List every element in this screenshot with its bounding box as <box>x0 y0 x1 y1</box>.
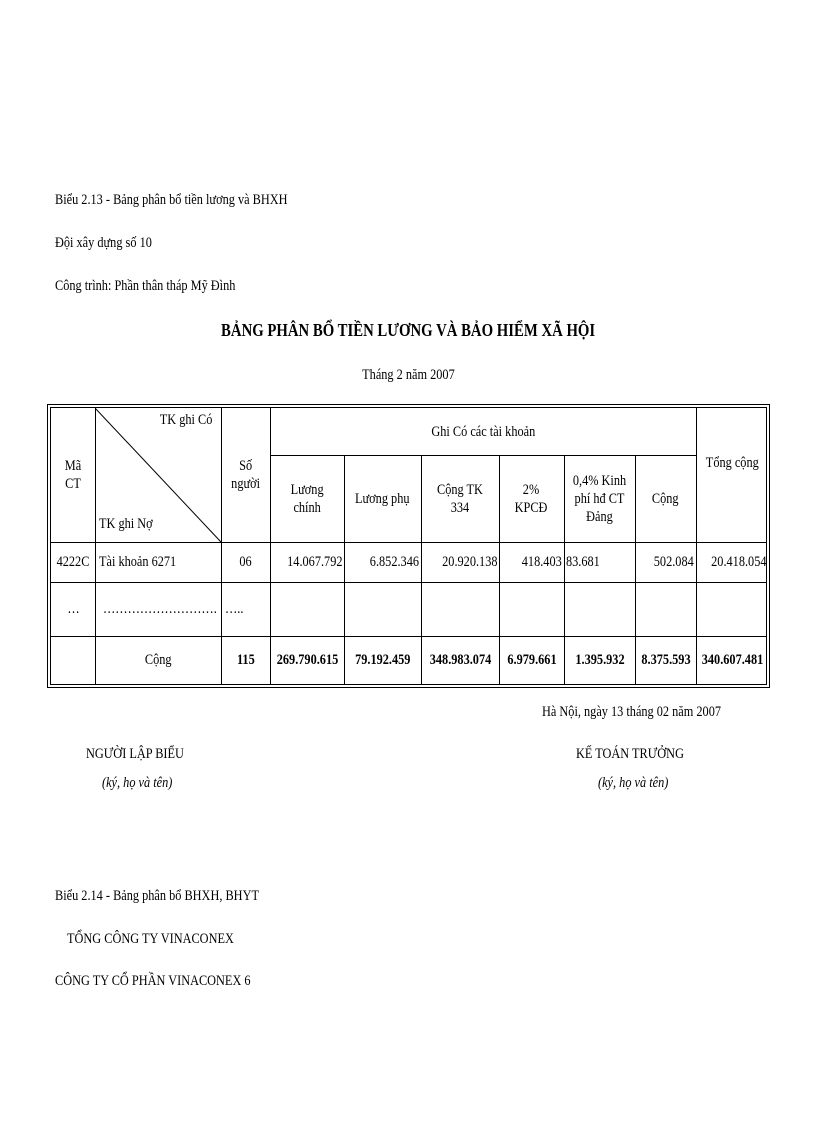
date-line: Hà Nội, ngày 13 tháng 02 năm 2007 <box>542 704 722 720</box>
header-tk-ghi-no: TK ghi Nợ <box>99 516 153 532</box>
header-ma-ct: Mã CT <box>64 458 82 492</box>
header-so-nguoi: Số người <box>231 458 260 492</box>
header-kpcd: 2% KPCĐ <box>515 481 548 516</box>
row2-so-nguoi: ….. <box>225 601 244 617</box>
row1-tong-cong: 20.418.054 <box>710 554 766 570</box>
company-name: CÔNG TY CỔ PHẦN VINACONEX 6 <box>55 973 251 989</box>
total-kpcd: 6.979.661 <box>506 652 557 668</box>
total-luong-phu: 79.192.459 <box>354 652 411 668</box>
header-ghi-co-group: Ghi Có các tài khoản <box>431 423 535 440</box>
total-tong-cong: 340.607.481 <box>701 652 763 668</box>
header-tong-cong: Tổng cộng <box>705 455 759 471</box>
total-luong-chinh: 269.790.615 <box>276 652 338 668</box>
allocation-table <box>47 404 770 688</box>
header-kinh-phi: 0,4% Kinh phí hđ CT Đảng <box>572 472 627 525</box>
corp-name: TỔNG CÔNG TY VINACONEX <box>67 931 234 947</box>
report-period: Tháng 2 năm 2007 <box>361 367 455 383</box>
row2-tk-no: ………………………. <box>103 601 217 617</box>
report-title: BẢNG PHÂN BỔ TIỀN LƯƠNG VÀ BẢO HIỂM XÃ HỘI <box>220 320 596 340</box>
row1-tk-no: Tài khoản 6271 <box>99 554 177 570</box>
report-title-wrap <box>0 320 816 341</box>
report-period-wrap <box>0 366 816 384</box>
total-cong-tk: 348.983.074 <box>429 652 491 668</box>
bieu-2-14-title: Biểu 2.14 - Bảng phân bổ BHXH, BHYT <box>55 888 259 904</box>
header-cong-tk: Cộng TK 334 <box>437 481 483 516</box>
header-tk-ghi-co: TK ghi Có <box>159 412 213 428</box>
row1-kinh-phi: 83.681 <box>566 554 600 570</box>
row1-kpcd: 418.403 <box>522 554 562 570</box>
row1-ma-ct: 4222C <box>56 554 90 570</box>
team-name: Đội xây dựng số 10 <box>55 235 152 251</box>
project-name: Công trình: Phần thân tháp Mỹ Đình <box>55 278 236 294</box>
row1-so-nguoi: 06 <box>239 554 252 570</box>
row2-ma-ct: … <box>66 601 80 617</box>
bieu-title: Biểu 2.13 - Bảng phân bổ tiền lương và BHXH <box>55 192 288 208</box>
chief-accountant-sub: (ký, họ và tên) <box>598 775 669 791</box>
header-luong-phu: Lương phụ <box>355 490 410 507</box>
preparer-sub: (ký, họ và tên) <box>102 775 173 791</box>
chief-accountant-title: KẾ TOÁN TRƯỞNG <box>576 746 684 762</box>
row1-luong-phu: 6.852.346 <box>369 554 419 570</box>
total-kinh-phi: 1.395.932 <box>574 652 625 668</box>
preparer-title: NGƯỜI LẬP BIỂU <box>86 746 184 762</box>
header-cong: Cộng <box>652 490 679 507</box>
total-cong: 8.375.593 <box>640 652 691 668</box>
total-so-nguoi: 115 <box>236 652 255 668</box>
table-inner-frame <box>50 407 767 685</box>
row1-cong-tk: 20.920.138 <box>441 554 497 570</box>
total-label: Cộng <box>144 652 172 668</box>
header-luong-chinh: Lương chính <box>290 481 324 516</box>
row1-luong-chinh: 14.067.792 <box>286 554 342 570</box>
row1-cong: 502.084 <box>654 554 694 570</box>
